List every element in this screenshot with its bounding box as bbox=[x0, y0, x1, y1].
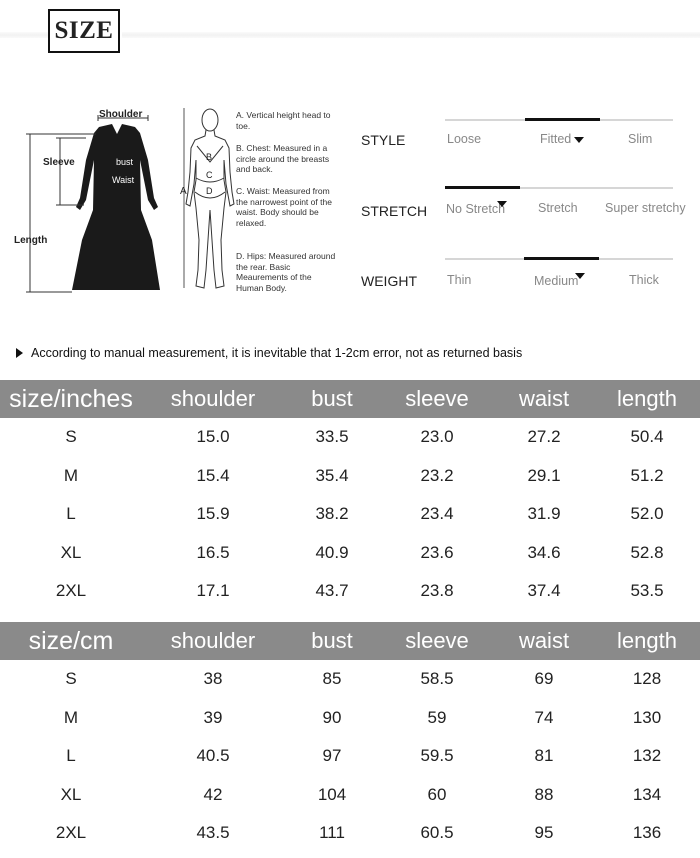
bust-cell: 97 bbox=[322, 746, 342, 765]
triangle-bullet-icon bbox=[16, 348, 23, 358]
waist-cell: 37.4 bbox=[527, 581, 561, 600]
measurement-disclaimer: According to manual measurement, it is inevitable that 1-2cm error, not as returned basis bbox=[16, 346, 522, 360]
sleeve-cell: 60 bbox=[427, 784, 447, 804]
size-cell: M bbox=[63, 465, 79, 485]
size-cell: L bbox=[66, 746, 76, 765]
style-option-loose: Loose bbox=[447, 132, 482, 146]
header-size: size/inches bbox=[9, 385, 133, 413]
header-bust: bust bbox=[311, 628, 353, 653]
weight-option-medium: Medium bbox=[534, 273, 585, 288]
letter-d-label: D bbox=[206, 186, 213, 196]
letter-b-label: B bbox=[206, 152, 213, 162]
header-waist: waist bbox=[518, 386, 570, 411]
selected-caret-icon bbox=[497, 201, 507, 207]
table-row bbox=[0, 495, 700, 534]
table-row bbox=[0, 572, 700, 611]
length-cell: 128 bbox=[632, 669, 662, 688]
table-row bbox=[0, 457, 700, 496]
size-cell: 2XL bbox=[55, 581, 87, 600]
waist-cell: 81 bbox=[534, 746, 554, 765]
table-row bbox=[0, 660, 700, 699]
sleeve-label: Sleeve bbox=[43, 157, 75, 168]
waist-cell: 88 bbox=[534, 784, 554, 804]
table-row bbox=[0, 418, 700, 457]
sleeve-cell: 60.5 bbox=[420, 823, 454, 842]
header-length: length bbox=[617, 628, 677, 653]
size-table-inches bbox=[0, 380, 700, 611]
sleeve-cell: 59 bbox=[427, 707, 447, 727]
stretch-option-stretch: Stretch bbox=[538, 201, 578, 215]
sleeve-cell: 58.5 bbox=[420, 669, 454, 688]
size-table-cm bbox=[0, 622, 700, 853]
letter-a-label: A bbox=[180, 186, 187, 197]
weight-label: WEIGHT bbox=[361, 273, 417, 289]
waist-cell: 69 bbox=[534, 669, 554, 688]
header-rule-right bbox=[122, 32, 700, 38]
header-bust: bust bbox=[311, 386, 353, 411]
bust-cell: 90 bbox=[322, 707, 342, 727]
sleeve-cell: 23.8 bbox=[420, 581, 454, 600]
length-label: Length bbox=[14, 235, 48, 246]
sleeve-cell: 23.6 bbox=[420, 542, 454, 562]
bust-cell: 85 bbox=[322, 669, 342, 688]
shoulder-cell: 43.5 bbox=[196, 823, 230, 842]
shoulder-cell: 15.4 bbox=[196, 465, 230, 485]
weight-option-thick: Thick bbox=[629, 273, 659, 287]
length-cell: 132 bbox=[632, 746, 662, 765]
table-row bbox=[0, 776, 700, 815]
weight-scale-selected bbox=[524, 257, 599, 260]
weight-option-thin: Thin bbox=[447, 273, 472, 287]
size-cell: M bbox=[63, 707, 79, 727]
stretch-scale-selected bbox=[445, 186, 520, 189]
selected-caret-icon bbox=[574, 137, 584, 143]
sleeve-cell: 23.2 bbox=[420, 465, 454, 485]
waist-label: Waist bbox=[112, 175, 135, 185]
shoulder-cell: 39 bbox=[203, 707, 223, 727]
stretch-option-no-stretch: No Stretch bbox=[446, 202, 506, 216]
length-cell: 51.2 bbox=[630, 465, 664, 485]
style-option-fitted: Fitted bbox=[540, 132, 584, 146]
stretch-option-super-stretchy: Super stretchy bbox=[605, 201, 686, 215]
note-b: B. Chest: Measured in a circle around the breasts and back. bbox=[236, 143, 330, 174]
header-sleeve: sleeve bbox=[405, 628, 469, 653]
style-label: STYLE bbox=[361, 132, 406, 148]
waist-cell: 31.9 bbox=[527, 504, 561, 523]
sleeve-cell: 23.0 bbox=[420, 427, 454, 446]
length-cell: 136 bbox=[632, 823, 662, 842]
page-title: SIZE bbox=[48, 9, 120, 53]
size-cell: 2XL bbox=[55, 823, 87, 842]
bust-cell: 38.2 bbox=[315, 504, 349, 523]
letter-c-label: C bbox=[206, 170, 213, 180]
header-length: length bbox=[617, 386, 677, 411]
bust-cell: 35.4 bbox=[315, 465, 349, 485]
waist-cell: 74 bbox=[534, 707, 554, 727]
length-cell: 130 bbox=[632, 707, 662, 727]
size-cell: XL bbox=[60, 542, 82, 562]
shoulder-cell: 42 bbox=[203, 784, 223, 804]
table-header bbox=[0, 380, 700, 418]
bust-cell: 111 bbox=[319, 823, 345, 842]
style-scale-selected bbox=[525, 118, 600, 121]
bust-cell: 104 bbox=[317, 784, 347, 804]
size-cell: XL bbox=[60, 784, 82, 804]
header-rule-left bbox=[0, 32, 48, 38]
shoulder-cell: 15.9 bbox=[196, 504, 230, 523]
waist-cell: 27.2 bbox=[527, 427, 561, 446]
measurement-diagram bbox=[0, 100, 345, 310]
sleeve-cell: 23.4 bbox=[420, 504, 454, 523]
note-d: D. Hips: Measured around the rear. Basic Meaurements of the Human Body. bbox=[236, 251, 336, 293]
note-c: C. Waist: Measured from the narrowest point of the waist. Body should be relaxed. bbox=[236, 186, 332, 228]
bust-cell: 40.9 bbox=[315, 542, 349, 562]
header-size: size/cm bbox=[28, 627, 114, 655]
size-cell: S bbox=[65, 669, 77, 688]
shoulder-cell: 15.0 bbox=[196, 427, 230, 446]
waist-cell: 95 bbox=[534, 823, 554, 842]
table-row bbox=[0, 737, 700, 776]
header-sleeve: sleeve bbox=[405, 386, 469, 411]
bust-label: bust bbox=[116, 157, 134, 167]
header-waist: waist bbox=[518, 628, 570, 653]
table-row bbox=[0, 534, 700, 573]
length-cell: 50.4 bbox=[630, 427, 664, 446]
length-cell: 52.0 bbox=[630, 504, 664, 523]
length-cell: 134 bbox=[632, 784, 662, 804]
selected-caret-icon bbox=[575, 273, 585, 279]
header-shoulder: shoulder bbox=[170, 386, 256, 411]
shoulder-cell: 40.5 bbox=[196, 746, 230, 765]
table-header bbox=[0, 622, 700, 660]
table-row bbox=[0, 814, 700, 853]
bust-cell: 43.7 bbox=[315, 581, 349, 600]
shoulder-cell: 16.5 bbox=[196, 542, 230, 562]
shoulder-cell: 38 bbox=[203, 669, 223, 688]
size-cell: S bbox=[65, 427, 77, 446]
stretch-label: STRETCH bbox=[361, 203, 428, 219]
style-option-slim: Slim bbox=[628, 132, 653, 146]
note-a: A. Vertical height head to toe. bbox=[236, 110, 331, 131]
length-cell: 53.5 bbox=[630, 581, 664, 600]
bust-cell: 33.5 bbox=[315, 427, 349, 446]
size-cell: L bbox=[66, 504, 76, 523]
waist-cell: 29.1 bbox=[527, 465, 561, 485]
table-row bbox=[0, 699, 700, 738]
sleeve-cell: 59.5 bbox=[420, 746, 454, 765]
shoulder-label: Shoulder bbox=[99, 109, 143, 120]
header-shoulder: shoulder bbox=[170, 628, 256, 653]
waist-cell: 34.6 bbox=[527, 542, 561, 562]
shoulder-cell: 17.1 bbox=[196, 581, 230, 600]
length-cell: 52.8 bbox=[630, 542, 664, 562]
